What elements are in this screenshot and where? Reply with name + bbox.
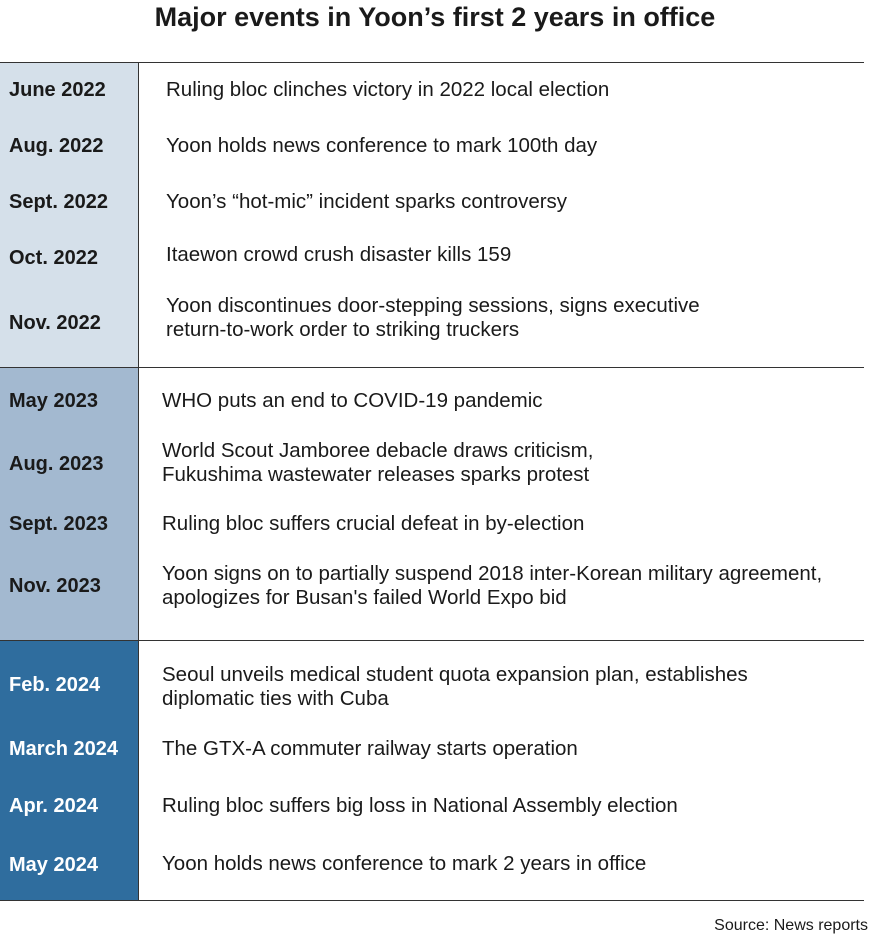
bottom-rule bbox=[0, 900, 864, 901]
date-label: Sept. 2022 bbox=[9, 191, 108, 213]
source-note: Source: News reports bbox=[714, 917, 868, 934]
date-label: Feb. 2024 bbox=[9, 674, 101, 696]
date-label: May 2023 bbox=[9, 390, 98, 412]
column-divider bbox=[138, 368, 139, 641]
page-title: Major events in Yoon’s first 2 years in office bbox=[154, 2, 716, 32]
event-text: Yoon signs on to partially suspend 2018 inter-Korean military agreement, apologizes for Busan's failed World Expo bid bbox=[162, 562, 823, 609]
group-2022 bbox=[0, 63, 864, 368]
event-text: Ruling bloc suffers big loss in National Assembly election bbox=[162, 794, 678, 817]
date-label: May 2024 bbox=[9, 854, 98, 876]
event-text: World Scout Jamboree debacle draws criticism, Fukushima wastewater releases sparks protest bbox=[162, 439, 594, 486]
event-text: Yoon discontinues door-stepping sessions, signs executive return-to-work order to striking truckers bbox=[166, 294, 700, 341]
date-label: June 2022 bbox=[9, 79, 106, 101]
event-text: Itaewon crowd crush disaster kills 159 bbox=[166, 243, 512, 266]
group-2024 bbox=[0, 641, 864, 901]
event-text: Ruling bloc clinches victory in 2022 local election bbox=[166, 78, 610, 101]
date-label: Nov. 2022 bbox=[9, 312, 101, 334]
date-label: Aug. 2023 bbox=[9, 453, 104, 475]
event-text: Yoon’s “hot-mic” incident sparks controversy bbox=[166, 190, 568, 213]
group-2023 bbox=[0, 368, 864, 641]
date-label: Sept. 2023 bbox=[9, 513, 108, 535]
event-text: Yoon holds news conference to mark 2 years in office bbox=[162, 852, 647, 875]
event-text: WHO puts an end to COVID-19 pandemic bbox=[162, 389, 543, 412]
date-label: March 2024 bbox=[9, 738, 118, 760]
date-label: Aug. 2022 bbox=[9, 135, 104, 157]
date-label: Apr. 2024 bbox=[9, 795, 98, 817]
event-text: The GTX-A commuter railway starts operation bbox=[162, 737, 578, 760]
event-text: Yoon holds news conference to mark 100th day bbox=[166, 134, 598, 157]
event-text: Ruling bloc suffers crucial defeat in by-election bbox=[162, 512, 585, 535]
date-label: Nov. 2023 bbox=[9, 575, 101, 597]
column-divider bbox=[138, 641, 139, 901]
column-divider bbox=[138, 63, 139, 368]
event-text: Seoul unveils medical student quota expansion plan, establishes diplomatic ties with Cuba bbox=[162, 663, 748, 710]
date-label: Oct. 2022 bbox=[9, 247, 98, 269]
